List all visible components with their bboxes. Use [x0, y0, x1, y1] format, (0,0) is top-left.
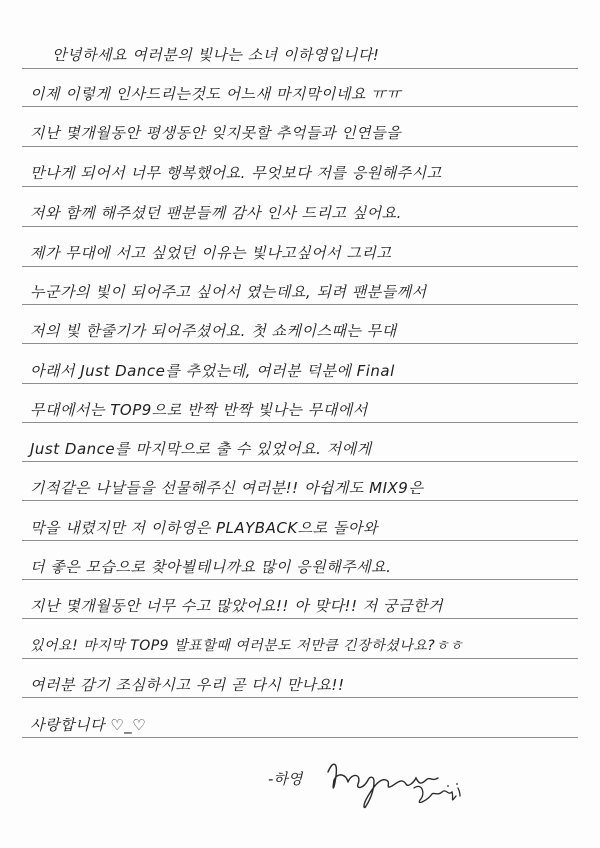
letter-line: 누군가의 빛이 되어주고 싶어서 였는데요, 되려 팬분들께서: [30, 283, 427, 301]
ruled-line: [22, 266, 578, 267]
letter-line: 지난 몇개월동안 너무 수고 많았어요!! 아 맞다!! 저 궁금한거: [30, 597, 443, 615]
ruled-line: [22, 500, 578, 501]
letter-line: 막을 내렸지만 저 이하영은 PLAYBACK으로 돌아와: [30, 519, 378, 537]
letter-line: 안녕하세요 여러분의 빛나는 소녀 이하영입니다!: [52, 46, 380, 64]
letter-line: 기적같은 나날들을 선물해주신 여러분!! 아쉽게도 MIX9은: [30, 479, 424, 497]
ruled-line: [22, 579, 578, 580]
ruled-line: [22, 697, 578, 698]
letter-line: 제가 무대에 서고 싶었던 이유는 빛나고싶어서 그리고: [30, 244, 392, 262]
ruled-line: [22, 343, 578, 344]
letter-line: Just Dance를 마지막으로 출 수 있었어요. 저에게: [30, 440, 372, 458]
ruled-line: [22, 540, 578, 541]
letter-line: 여러분 감기 조심하시고 우리 곧 다시 만나요!!: [30, 676, 345, 694]
letter-line: 있어요! 마지막 TOP9 발표할때 여러분도 저만큼 긴장하셨나요?ㅎㅎ: [30, 638, 464, 654]
ruled-line: [22, 618, 578, 619]
ruled-line: [22, 68, 578, 69]
ruled-line: [22, 737, 578, 738]
letter-line: 사랑합니다 ♡_♡: [30, 716, 147, 734]
letter-line: 더 좋은 모습으로 찾아뵐테니까요 많이 응원해주세요.: [30, 558, 392, 576]
ruled-line: [22, 658, 578, 659]
ruled-line: [22, 461, 578, 462]
ruled-line: [22, 146, 578, 147]
signature: [322, 752, 472, 812]
ruled-line: [22, 106, 578, 107]
letter-line: 저의 빛 한줄기가 되어주셨어요. 첫 쇼케이스때는 무대: [30, 322, 397, 340]
ruled-line: [22, 383, 578, 384]
ruled-line: [22, 304, 578, 305]
ruled-line: [22, 422, 578, 423]
letter-line: 지난 몇개월동안 평생동안 잊지못할 추억들과 인연들을: [30, 124, 402, 142]
ruled-line: [22, 226, 578, 227]
letter-line: 아래서 Just Dance를 추었는데, 여러분 덕분에 Final: [30, 362, 395, 380]
ruled-line: [22, 186, 578, 187]
letter-line: 무대에서는 TOP9으로 반짝 반짝 빛나는 무대에서: [30, 401, 368, 419]
letter-line: 만나게 되어서 너무 행복했어요. 무엇보다 저를 응원해주시고: [30, 164, 442, 182]
letter-line: 이제 이렇게 인사드리는것도 어느새 마지막이네요 ㅠㅠ: [30, 85, 402, 103]
closing-name: -하영: [268, 770, 303, 788]
letter-line: 저와 함께 해주셨던 팬분들께 감사 인사 드리고 싶어요.: [30, 204, 402, 222]
